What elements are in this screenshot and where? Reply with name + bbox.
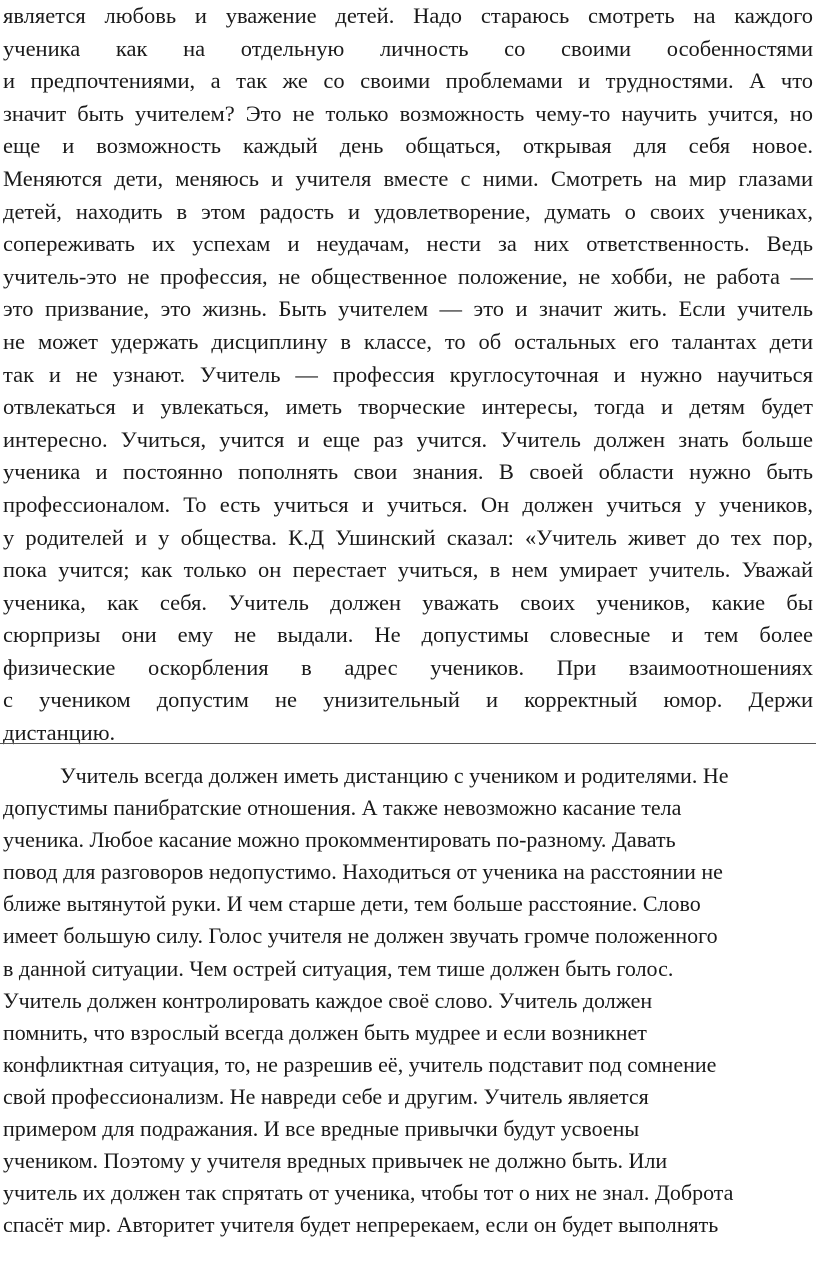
text-line: свой профессионализм. Не навреди себе и другим. Учитель является bbox=[3, 1083, 649, 1109]
text-line: и предпочтениями, а так же со своими проблемами и трудностями. А что bbox=[3, 68, 813, 94]
text-line: сюрпризы они ему не выдали. Не допустимы словесные и тем более bbox=[3, 622, 813, 648]
text-line: повод для разговоров недопустимо. Находиться от ученика на расстоянии не bbox=[3, 859, 723, 885]
text-line: так и не узнают. Учитель — профессия круглосуточная и нужно научиться bbox=[3, 361, 813, 387]
text-line: у родителей и у общества. К.Д Ушинский сказал: «Учитель живет до тех пор, bbox=[3, 524, 813, 550]
text-line: это призвание, это жизнь. Быть учителем — это и значит жить. Если учитель bbox=[3, 296, 813, 322]
text-line: интересно. Учиться, учится и еще раз учится. Учитель должен знать больше bbox=[3, 426, 813, 452]
text-line: дистанцию. bbox=[3, 720, 116, 746]
text-line: ученика. Любое касание можно прокомментировать по-разному. Давать bbox=[3, 827, 676, 853]
text-line: конфликтная ситуация, то, не разрешив её, учитель подставит под сомнение bbox=[3, 1051, 717, 1077]
text-line: учеником. Поэтому у учителя вредных привычек не должно быть. Или bbox=[3, 1148, 668, 1174]
text-line: физические оскорбления в адрес учеников. При взаимоотношениях bbox=[3, 654, 813, 680]
text-line: является любовь и уважение детей. Надо стараюсь смотреть на каждого bbox=[3, 3, 813, 28]
text-line: ученика, как себя. Учитель должен уважать своих учеников, какие бы bbox=[3, 589, 813, 615]
text-line: пока учится; как только он перестает учиться, в нем умирает учитель. Уважай bbox=[3, 557, 813, 583]
paragraph-justified bbox=[3, 0, 813, 750]
paragraph-ragged bbox=[3, 760, 813, 1241]
text-line: ближе вытянутой руки. И чем старше дети, тем больше расстояние. Слово bbox=[3, 891, 701, 917]
text-line: имеет большую силу. Голос учителя не должен звучать громче положенного bbox=[3, 923, 718, 949]
text-line: учитель-это не профессия, не общественное положение, не хобби, не работа — bbox=[3, 263, 813, 289]
section-divider bbox=[0, 743, 816, 744]
text-line: профессионалом. То есть учиться и учиться. Он должен учиться у учеников, bbox=[3, 491, 813, 517]
text-line: спасёт мир. Авторитет учителя будет непререкаем, если он будет выполнять bbox=[3, 1212, 719, 1238]
text-line: значит быть учителем? Это не только возможность чему-то научить учится, но bbox=[3, 100, 813, 126]
text-line: помнить, что взрослый всегда должен быть мудрее и если возникнет bbox=[3, 1019, 647, 1045]
text-line: не может удержать дисциплину в классе, то об остальных его талантах дети bbox=[3, 328, 813, 354]
text-line: еще и возможность каждый день общаться, открывая для себя новое. bbox=[3, 133, 813, 159]
text-line: сопереживать их успехам и неудачам, нести за них ответственность. Ведь bbox=[3, 231, 813, 257]
text-line: отвлекаться и увлекаться, иметь творческие интересы, тогда и детям будет bbox=[3, 394, 813, 420]
text-line: ученика и постоянно пополнять свои знания. В своей области нужно быть bbox=[3, 459, 813, 485]
text-line: примером для подражания. И все вредные привычки будут усвоены bbox=[3, 1116, 640, 1142]
text-line: Учитель должен контролировать каждое своё слово. Учитель должен bbox=[3, 987, 653, 1013]
text-line: в данной ситуации. Чем острей ситуация, тем тише должен быть голос. bbox=[3, 955, 674, 981]
text-line: допустимы панибратские отношения. А также невозможно касание тела bbox=[3, 795, 682, 821]
text-line: Учитель всегда должен иметь дистанцию с учеником и родителями. Не bbox=[60, 763, 729, 788]
text-line: с учеником допустим не унизительный и корректный юмор. Держи bbox=[3, 687, 813, 713]
text-line: Меняются дети, меняюсь и учителя вместе с ними. Смотреть на мир глазами bbox=[3, 165, 813, 191]
text-line: детей, находить в этом радость и удовлетворение, думать о своих учениках, bbox=[3, 198, 813, 224]
text-line: ученика как на отдельную личность со своими особенностями bbox=[3, 35, 813, 61]
text-line: учитель их должен так спрятать от ученика, чтобы тот о них не знал. Доброта bbox=[3, 1180, 734, 1206]
